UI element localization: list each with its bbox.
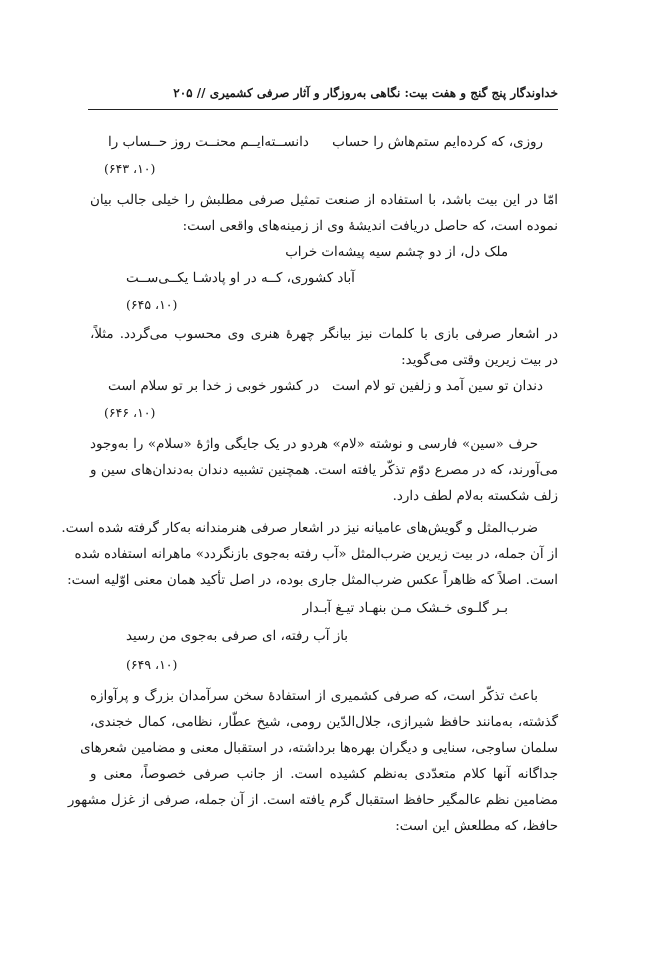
para3-line-2: می‌آورند، که در مصرع دوّم تذکّر یافته است. همچنین تشبیه دندان به‌دندان‌های سین و xyxy=(90,463,558,478)
verse3-hemistich-right: دندان تو سین آمد و زلفین تو لام است xyxy=(331,379,543,394)
running-header: خداوندگار پنج گنج و هفت بیت: نگاهی به‌روزگار و آثار صرفی کشمیری // ۲۰۵ xyxy=(173,86,558,100)
verse3-hemistich-left: در کشور خوبی ز خدا بر تو سلام است xyxy=(108,379,320,394)
para5-line-3: سلمان ساوجی، سنایی و دیگران بهره‌ها برداشته، در استقبال معنی و مضامین شعرهای xyxy=(80,741,558,756)
para5-line-5: مضامین نظم عالمگیر حافظ استقبال گرم یافته است. از آن جمله، صرفی از غزل مشهور xyxy=(67,793,558,808)
verse4-citation: (۱۰، ۶۴۹) xyxy=(126,657,178,672)
verse1-citation: (۱۰، ۶۴۳) xyxy=(104,161,156,176)
para5-line-1: باعث تذکّر است، که صرفی کشمیری از استفادهٔ سخن سرآمدان بزرگ و پرآوازه xyxy=(90,689,538,704)
verse2-line-1: ملک دل، از دو چشم سیه پیشه‌ات خراب xyxy=(285,245,508,260)
para1-line-2: نموده است، که حاصل دریافت اندیشهٔ وی از زمینه‌های واقعی است: xyxy=(182,219,558,234)
verse4-line-2: باز آب رفته، ای صرفی به‌جوی من رسید xyxy=(126,629,349,644)
para4-line-1: ضرب‌المثل و گویش‌های عامیانه نیز در اشعار صرفی هنرمندانه به‌کار گرفته شده است. xyxy=(61,521,538,536)
verse2-line-2: آباد کشوری، کــه در او پادشـا یکــی‌ســت xyxy=(126,271,355,286)
verse4-line-1: بـر گلـوی خـشک مـن بنهـاد تیـغ آبـدار xyxy=(302,601,508,616)
para2-line-1: در اشعار صرفی بازی با کلمات نیز بیانگر چهرهٔ هنری وی محسوب می‌گردد. مثلاً، xyxy=(90,327,558,342)
verse2-citation: (۱۰، ۶۴۵) xyxy=(126,297,178,312)
para4-line-3: است. اصلاً که ظاهراً عکس ضرب‌المثل جاری بوده، در اصل تأکید همان معنی اوّلیه است: xyxy=(67,573,558,588)
para1-line-1: امّا در این بیت باشد، با استفاده از صنعت تمثیل صرفی مطلبش را خیلی جالب بیان xyxy=(90,193,558,208)
para4-line-2: از آن جمله، در بیت زیرین ضرب‌المثل «آب رفته به‌جوی بازنگردد» ماهرانه استفاده شده xyxy=(74,547,558,562)
verse1-hemistich-left: دانســته‌ایــم محنــت روز حــساب را xyxy=(108,135,309,150)
para2-line-2: در بیت زیرین وقتی می‌گوید: xyxy=(401,353,558,368)
para3-line-3: زلف شکسته به‌لام لطف دارد. xyxy=(392,489,558,504)
para5-line-6: حافظ، که مطلعش این است: xyxy=(395,819,558,834)
para5-line-2: گذشته، به‌مانند حافظ شیرازی، جلال‌الدّین رومی، شیخ عطّار، نظامی، کمال خجندی، xyxy=(90,715,558,730)
header-rule xyxy=(88,109,558,110)
para3-line-1: حرف «سین» فارسی و نوشته «لام» هردو در یک جایگی واژهٔ «سلام» را به‌وجود xyxy=(90,437,538,452)
verse1-hemistich-right: روزی، که کرده‌ایم ستم‌هاش را حساب xyxy=(332,135,543,150)
verse3-citation: (۱۰، ۶۴۶) xyxy=(104,405,156,420)
para5-line-4: جداگانه آنها کلام متعدّدی به‌نظم کشیده است. از جانب صرفی خصوصاً، معنی و xyxy=(90,767,558,782)
